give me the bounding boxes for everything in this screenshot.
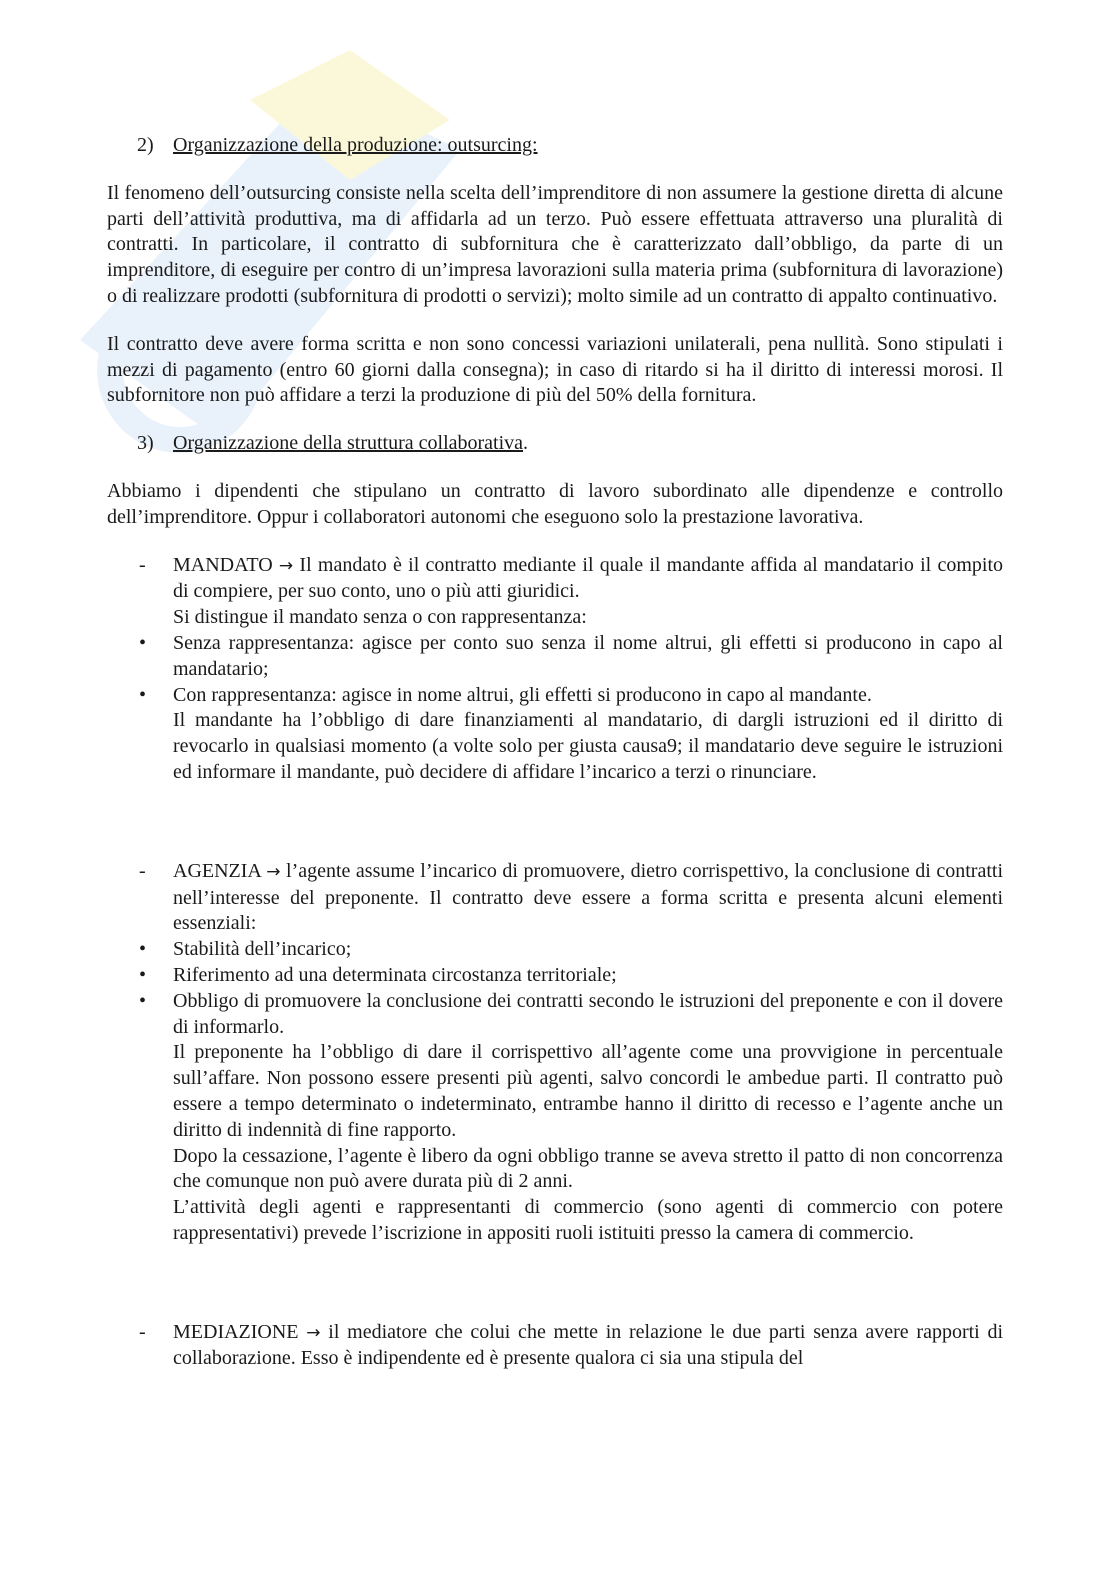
- bullet-text: Senza rappresentanza: agisce per conto suo senza il nome altrui, gli effetti si producono in capo al mandatario;: [173, 631, 1003, 680]
- paragraph-outsurcing: Il fenomeno dell’outsurcing consiste nella scelta dell’imprenditore di non assumere la gestione diretta di alcune parti dell’attività produttiva, ma di affidarla ad un terzo. Può essere effettuata attraverso una pluralità di contratti. In particolare, il contratto di subfornitura che è caratterizzato dall’obbligo, da parte di un imprenditore, di eseguire per contro di un’impresa lavorazioni sulla materia prima (subfornitura di lavorazione) o di realizzare prodotti (subfornitura di prodotti o servizi); molto simile ad un contratto di appalto continuativo.: [107, 181, 1003, 307]
- bullet-text: Obbligo di promuovere la conclusione dei contratti secondo le istruzioni del preponente e con il dovere di informarlo.: [173, 989, 1003, 1038]
- section-3-heading: [137, 431, 1003, 457]
- document-page: [107, 133, 1003, 1372]
- section-number: 2): [137, 134, 154, 156]
- arrow-icon: →: [266, 861, 281, 882]
- mandato-subtext: Si distingue il mandato senza o con rappresentanza:: [173, 606, 587, 629]
- list-item-mandato: [107, 553, 1003, 606]
- bullet-text: Con rappresentanza: agisce in nome altrui, gli effetti si producono in capo al mandante.: [173, 683, 872, 706]
- agenzia-after-2: Dopo la cessazione, l’agente è libero da ogni obbligo tranne se aveva stretto il patto di non concorrenza che comunque non può avere durata più di 2 anni.: [173, 1144, 1003, 1193]
- mandato-text: Il mandato è il contratto mediante il quale il mandante affida al mandatario il compito di compiere, per suo conto, uno o più atti giuridici.: [173, 553, 1004, 603]
- agenzia-text: l’agente assume l’incarico di promuovere, dietro corrispettivo, la conclusione di contratti nell’interesse del preponente. Il contratto deve essere a forma scritta e presenta alcuni elementi essenziali:: [173, 859, 1003, 935]
- bullet-item: [107, 963, 1003, 989]
- bullet-item: [107, 631, 1003, 683]
- paragraph-contratto: Il contratto deve avere forma scritta e non sono concessi variazioni unilaterali, pena nullità. Sono stipulati i mezzi di pagamento (entro 60 giorni dalla consegna); in caso di ritardo si ha il diritto di interessi morosi. Il subfornitore non può affidare a terzi la produzione di più del 50% della fornitura.: [107, 332, 1003, 407]
- section-title: Organizzazione della struttura collaborativa: [173, 432, 524, 455]
- list-item-mediazione: [107, 1320, 1003, 1373]
- bullet-text: Stabilità dell’incarico;: [173, 938, 352, 961]
- agenzia-after-1: Il preponente ha l’obbligo di dare il corrispettivo all’agente come una provvigione in percentuale sull’affare. Non possono essere presenti più agenti, salvo concordi le ambedue parti. Il contratto può essere a tempo determinato o indeterminato, entrambe hanno il diritto di recesso e l’agente anche un diritto di indennità di fine rapporto.: [173, 1041, 1003, 1141]
- bullet-icon: •: [139, 938, 147, 961]
- mandato-after: Il mandante ha l’obbligo di dare finanziamenti al mandatario, di dargli istruzioni ed il diritto di revocarlo in qualsiasi momento (a volte solo per giusta causa9; il mandatario deve seguire le istruzioni ed informare il mandante, può decidere di affidare l’incarico a terzi o rinunciare.: [173, 709, 1003, 783]
- bullet-icon: •: [139, 683, 147, 706]
- section-number: 3): [137, 432, 154, 455]
- bullet-item: [107, 937, 1003, 963]
- dash-marker: -: [139, 553, 146, 576]
- term-mandato: MANDATO: [173, 553, 273, 576]
- arrow-icon: →: [306, 1322, 321, 1343]
- term-mediazione: MEDIAZIONE: [173, 1320, 299, 1343]
- bullet-text: Riferimento ad una determinata circostanza territoriale;: [173, 963, 617, 986]
- paragraph-intro: Abbiamo i dipendenti che stipulano un contratto di lavoro subordinato alle dipendenze e controllo dell’imprenditore. Oppur i collaboratori autonomi che eseguono solo la prestazione lavorativa.: [107, 479, 1003, 528]
- bullet-icon: •: [139, 963, 147, 986]
- arrow-icon: →: [278, 555, 294, 576]
- section-title-suffix: .: [523, 432, 529, 455]
- section-title: Organizzazione della produzione: outsurcing:: [173, 134, 538, 156]
- bullet-item: [107, 683, 1003, 709]
- bullet-item: [107, 989, 1003, 1041]
- agenzia-after-3: L’attività degli agenti e rappresentanti di commercio (sono agenti di commercio con potere rappresentativi) prevede l’iscrizione in appositi ruoli istituiti presso la camera di commercio.: [173, 1196, 1003, 1244]
- dash-marker: -: [139, 1320, 146, 1343]
- bullet-icon: •: [139, 989, 147, 1012]
- dash-marker: -: [139, 859, 146, 882]
- term-agenzia: AGENZIA: [173, 859, 261, 882]
- section-2-heading: [137, 133, 1003, 159]
- bullet-icon: •: [139, 631, 147, 654]
- list-item-agenzia: [107, 859, 1003, 937]
- mediazione-text: il mediatore che colui che mette in relazione le due parti senza avere rapporti di collaborazione. Esso è indipendente ed è presente qualora ci sia una stipula del: [173, 1320, 1004, 1370]
